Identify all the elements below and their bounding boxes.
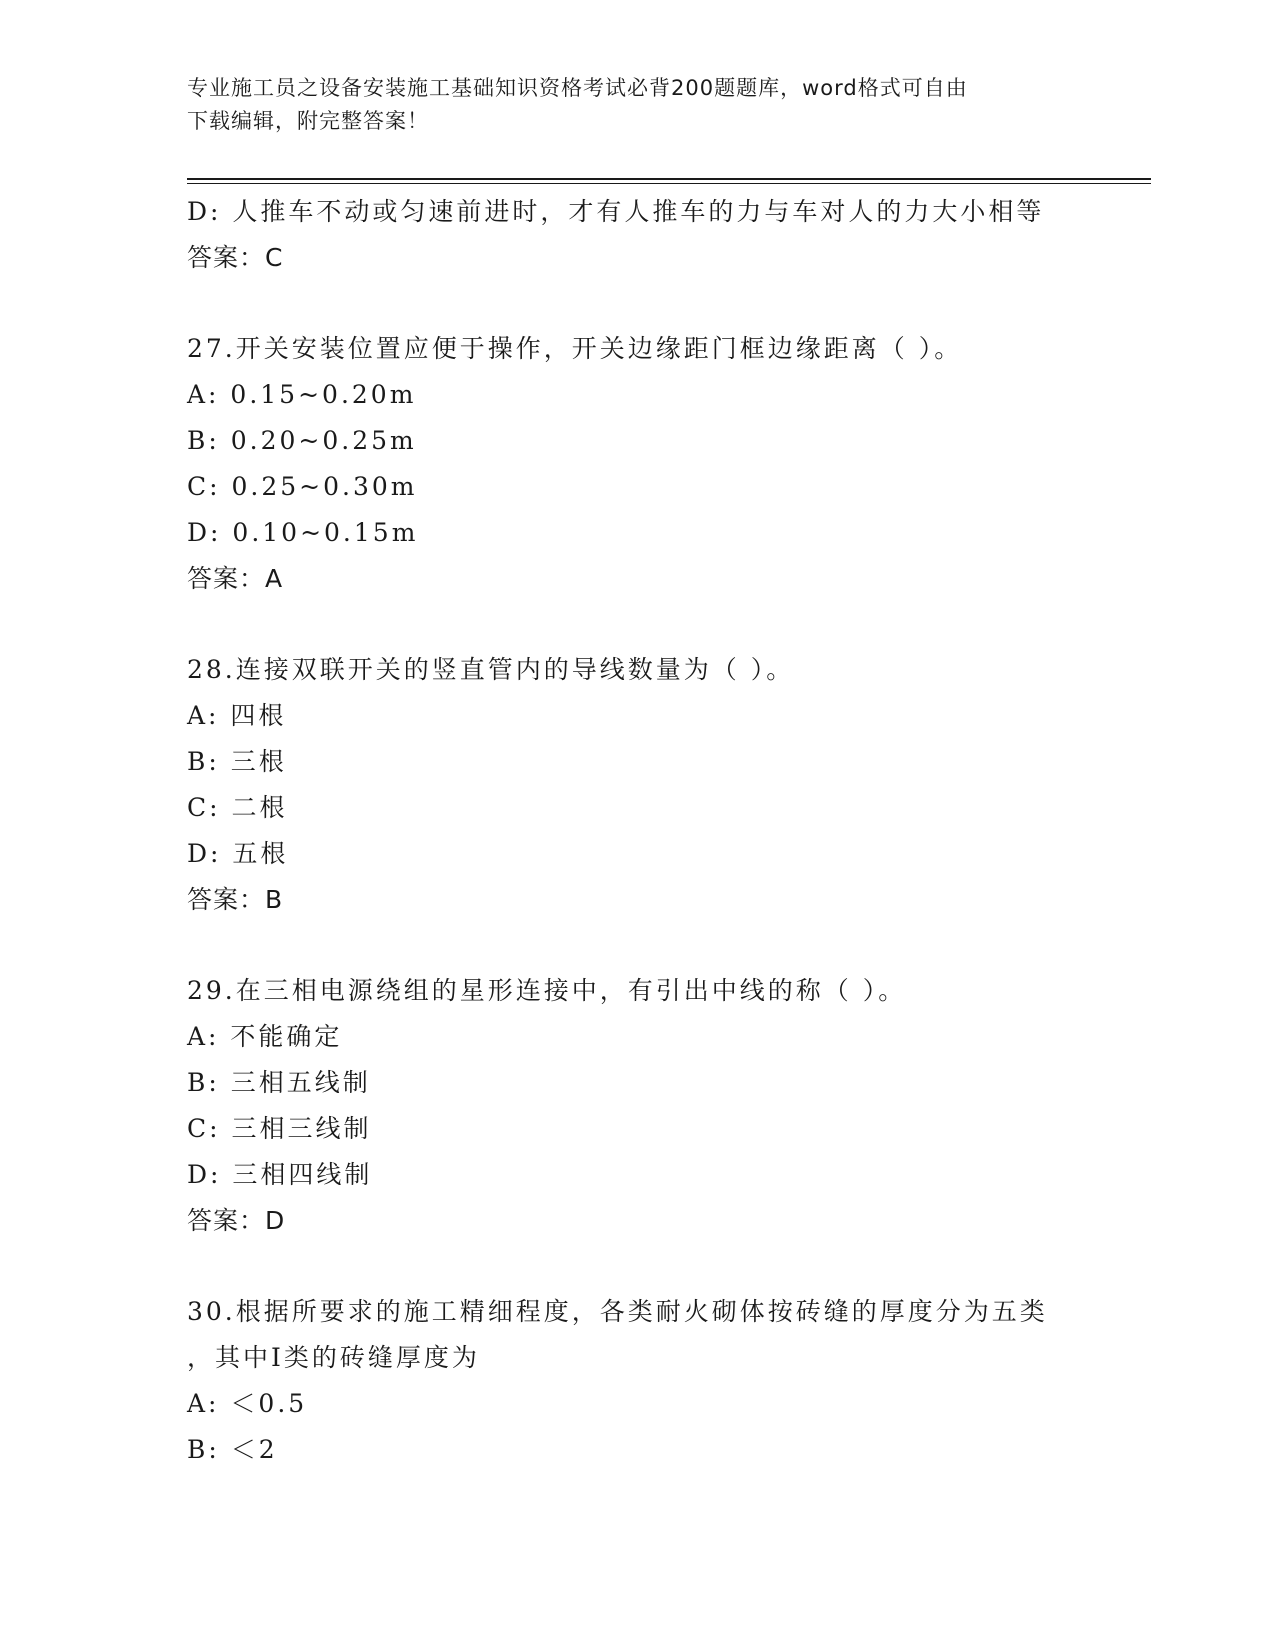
option-d: D: 五根: [187, 839, 289, 868]
question-29: [187, 968, 1087, 1244]
header-line-2: 下载编辑，附完整答案！: [187, 109, 429, 133]
option-a: A: 0.15~0.20m: [187, 380, 417, 409]
question-stem-line-2: ，其中Ⅰ类的砖缝厚度为: [187, 1343, 480, 1372]
question-27: [187, 326, 1087, 602]
option-d: D: 0.10~0.15m: [187, 518, 419, 547]
answer: 答案：D: [187, 1206, 286, 1235]
answer: 答案：B: [187, 885, 284, 914]
option-a: A: 不能确定: [187, 1022, 343, 1051]
answer: 答案：A: [187, 564, 284, 593]
question-stem: 28.连接双联开关的竖直管内的导线数量为（ ）。: [187, 655, 795, 684]
question-26-continuation: [187, 189, 1087, 281]
question-stem-line-1: 30.根据所要求的施工精细程度，各类耐火砌体按砖缝的厚度分为五类: [187, 1297, 1048, 1326]
question-stem: 29.在三相电源绕组的星形连接中，有引出中线的称（ ）。: [187, 976, 907, 1005]
option-c: C: 三相三线制: [187, 1114, 372, 1143]
header-divider-thick: [187, 178, 1151, 180]
option-b: B: 三相五线制: [187, 1068, 371, 1097]
question-30: [187, 1289, 1087, 1473]
option-a: A: ＜0.5: [187, 1389, 308, 1418]
option-d: D: 人推车不动或匀速前进时，才有人推车的力与车对人的力大小相等: [187, 197, 1045, 226]
question-28: [187, 647, 1087, 923]
option-a: A: 四根: [187, 701, 287, 730]
document-header: [187, 72, 1067, 138]
header-divider-thin: [187, 183, 1151, 184]
option-c: C: 二根: [187, 793, 288, 822]
question-list: [187, 189, 1087, 1473]
option-d: D: 三相四线制: [187, 1160, 373, 1189]
answer: 答案：C: [187, 243, 284, 272]
option-b: B: 三根: [187, 747, 287, 776]
option-b: B: 0.20~0.25m: [187, 426, 417, 455]
option-c: C: 0.25~0.30m: [187, 472, 418, 501]
question-stem: 27.开关安装位置应便于操作，开关边缘距门框边缘距离（ ）。: [187, 334, 963, 363]
option-b: B: ＜2: [187, 1435, 278, 1464]
header-line-1: 专业施工员之设备安装施工基础知识资格考试必背200题题库，word格式可自由: [187, 76, 968, 100]
